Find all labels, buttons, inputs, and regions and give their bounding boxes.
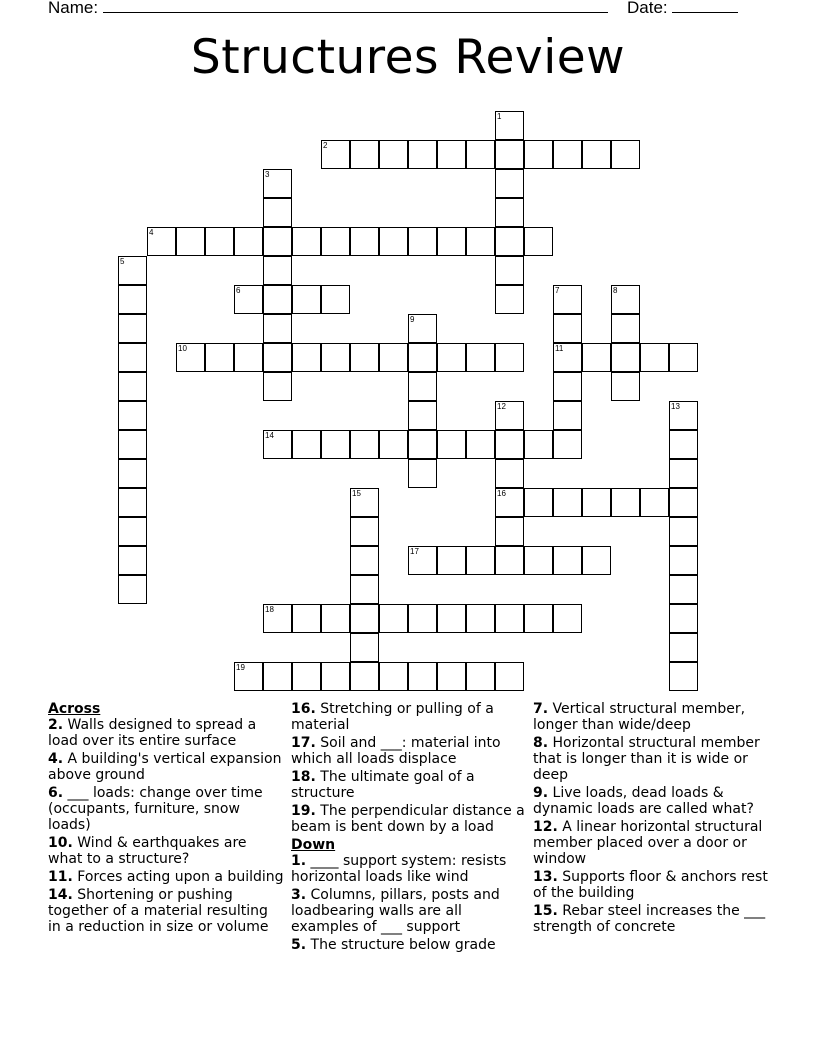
cell-number: 7 (555, 286, 560, 295)
cell-number: 8 (613, 286, 618, 295)
grid-cell[interactable] (292, 662, 321, 691)
clue-number: 11. (48, 869, 73, 885)
grid-cell[interactable] (524, 604, 553, 633)
grid-cell[interactable] (611, 285, 640, 314)
grid-cell[interactable] (321, 662, 350, 691)
clue-number: 10. (48, 835, 73, 851)
clue-number: 16. (291, 701, 316, 717)
grid-cell[interactable] (408, 430, 437, 459)
grid-cell[interactable] (263, 662, 292, 691)
grid-cell[interactable] (263, 372, 292, 401)
grid-cell[interactable] (408, 372, 437, 401)
grid-cell[interactable] (118, 459, 147, 488)
grid-cell[interactable] (176, 227, 205, 256)
grid-cell[interactable] (234, 343, 263, 372)
grid-cell[interactable] (553, 604, 582, 633)
grid-cell[interactable] (176, 343, 205, 372)
grid-cell[interactable] (350, 517, 379, 546)
grid-cell[interactable] (524, 227, 553, 256)
clue (48, 869, 284, 885)
grid-cell[interactable] (466, 140, 495, 169)
grid-cell[interactable] (495, 227, 524, 256)
grid-cell[interactable] (350, 430, 379, 459)
grid-cell[interactable] (466, 546, 495, 575)
grid-cell[interactable] (495, 111, 524, 140)
grid-cell[interactable] (669, 430, 698, 459)
clue-text: Vertical structural member, longer than wide/deep (533, 701, 746, 733)
clue-number: 2. (48, 717, 64, 733)
date-label: Date: (627, 0, 668, 17)
clue-text: ___ loads: change over time (occupants, furniture, snow loads) (48, 785, 263, 833)
grid-cell[interactable] (524, 430, 553, 459)
clue-number: 6. (48, 785, 64, 801)
grid-cell[interactable] (524, 140, 553, 169)
grid-cell[interactable] (495, 430, 524, 459)
clue (291, 735, 527, 767)
grid-cell[interactable] (350, 546, 379, 575)
clue-number: 15. (533, 903, 558, 919)
grid-cell[interactable] (582, 140, 611, 169)
clue-number: 18. (291, 769, 316, 785)
clue-number: 3. (291, 887, 307, 903)
grid-cell[interactable] (379, 343, 408, 372)
grid-cell[interactable] (234, 227, 263, 256)
clues-column-2 (291, 701, 527, 955)
grid-cell[interactable] (611, 488, 640, 517)
grid-cell[interactable] (495, 140, 524, 169)
grid-cell[interactable] (437, 546, 466, 575)
grid-cell[interactable] (466, 343, 495, 372)
grid-cell[interactable] (147, 227, 176, 256)
clue (291, 887, 527, 935)
grid-cell[interactable] (669, 343, 698, 372)
cell-number: 15 (352, 489, 361, 498)
grid-cell[interactable] (611, 372, 640, 401)
grid-cell[interactable] (553, 372, 582, 401)
grid-cell[interactable] (350, 604, 379, 633)
grid-cell[interactable] (466, 227, 495, 256)
name-label: Name: (48, 0, 99, 17)
grid-cell[interactable] (118, 372, 147, 401)
clue-number: 13. (533, 869, 558, 885)
grid-cell[interactable] (205, 227, 234, 256)
grid-cell[interactable] (350, 140, 379, 169)
grid-cell[interactable] (669, 517, 698, 546)
grid-cell[interactable] (118, 401, 147, 430)
clue (533, 819, 773, 867)
grid-cell[interactable] (408, 662, 437, 691)
grid-cell[interactable] (466, 430, 495, 459)
clue-section-heading: Down (291, 837, 336, 853)
grid-cell[interactable] (350, 575, 379, 604)
clue (48, 717, 284, 749)
grid-cell[interactable] (437, 662, 466, 691)
clue-text: A building's vertical expansion above ground (48, 751, 282, 783)
grid-cell[interactable] (553, 401, 582, 430)
grid-cell[interactable] (408, 314, 437, 343)
grid-cell[interactable] (495, 546, 524, 575)
grid-cell[interactable] (466, 604, 495, 633)
cell-number: 6 (236, 286, 241, 295)
grid-cell[interactable] (379, 604, 408, 633)
grid-cell[interactable] (495, 662, 524, 691)
grid-cell[interactable] (118, 314, 147, 343)
grid-cell[interactable] (408, 546, 437, 575)
clues-column-3 (533, 701, 773, 937)
cell-number: 9 (410, 315, 415, 324)
clue (48, 887, 284, 935)
clue-section-heading: Across (48, 701, 101, 717)
grid-cell[interactable] (553, 314, 582, 343)
grid-cell[interactable] (321, 285, 350, 314)
grid-cell[interactable] (495, 459, 524, 488)
grid-cell[interactable] (437, 430, 466, 459)
clue-text: The perpendicular distance a beam is bent down by a load (291, 803, 525, 835)
clue-text: The structure below grade (310, 937, 496, 953)
grid-cell[interactable] (321, 227, 350, 256)
grid-cell[interactable] (263, 314, 292, 343)
clue (533, 735, 773, 783)
clue-text: Horizontal structural member that is longer than it is wide or deep (533, 735, 760, 783)
grid-cell[interactable] (118, 575, 147, 604)
clue (533, 903, 773, 935)
grid-cell[interactable] (263, 343, 292, 372)
clue-text: Stretching or pulling of a material (291, 701, 494, 733)
grid-cell[interactable] (669, 459, 698, 488)
grid-cell[interactable] (263, 285, 292, 314)
grid-cell[interactable] (495, 517, 524, 546)
grid-cell[interactable] (118, 256, 147, 285)
cell-number: 10 (178, 344, 187, 353)
clue-number: 8. (533, 735, 549, 751)
grid-cell[interactable] (350, 227, 379, 256)
grid-cell[interactable] (437, 604, 466, 633)
grid-cell[interactable] (321, 430, 350, 459)
grid-cell[interactable] (495, 488, 524, 517)
grid-cell[interactable] (408, 343, 437, 372)
grid-cell[interactable] (582, 546, 611, 575)
grid-cell[interactable] (553, 140, 582, 169)
clue-number: 7. (533, 701, 549, 717)
clue-number: 1. (291, 853, 307, 869)
grid-cell[interactable] (263, 169, 292, 198)
grid-cell[interactable] (640, 343, 669, 372)
clues-column-1 (48, 701, 284, 937)
grid-cell[interactable] (118, 430, 147, 459)
grid-cell[interactable] (611, 314, 640, 343)
grid-cell[interactable] (379, 430, 408, 459)
grid-cell[interactable] (437, 343, 466, 372)
clue-text: Forces acting upon a building (77, 869, 284, 885)
cell-number: 1 (497, 112, 502, 121)
grid-cell[interactable] (118, 517, 147, 546)
clue-text: ____ support system: resists horizontal loads like wind (291, 853, 507, 885)
grid-cell[interactable] (350, 488, 379, 517)
grid-cell[interactable] (292, 227, 321, 256)
grid-cell[interactable] (321, 140, 350, 169)
grid-cell[interactable] (669, 604, 698, 633)
grid-cell[interactable] (495, 198, 524, 227)
grid-cell[interactable] (640, 488, 669, 517)
clue-text: Columns, pillars, posts and loadbearing walls are all examples of ___ support (291, 887, 500, 935)
clue (48, 835, 284, 867)
grid-cell[interactable] (234, 662, 263, 691)
clue (291, 853, 527, 885)
grid-cell[interactable] (669, 662, 698, 691)
grid-cell[interactable] (292, 430, 321, 459)
grid-cell[interactable] (495, 256, 524, 285)
grid-cell[interactable] (263, 256, 292, 285)
grid-cell[interactable] (350, 662, 379, 691)
grid-cell[interactable] (263, 430, 292, 459)
clue-text: Rebar steel increases the ___ strength of concrete (533, 903, 766, 935)
grid-cell[interactable] (408, 227, 437, 256)
grid-cell[interactable] (524, 488, 553, 517)
grid-cell[interactable] (495, 169, 524, 198)
grid-cell[interactable] (553, 343, 582, 372)
grid-cell[interactable] (205, 343, 234, 372)
grid-cell[interactable] (350, 633, 379, 662)
clue-number: 5. (291, 937, 307, 953)
grid-cell[interactable] (669, 575, 698, 604)
clue-text: A linear horizontal structural member placed over a door or window (533, 819, 763, 867)
grid-cell[interactable] (408, 401, 437, 430)
cell-number: 17 (410, 547, 419, 556)
grid-cell[interactable] (118, 546, 147, 575)
cell-number: 11 (555, 344, 564, 353)
page-title: Structures Review (190, 30, 626, 85)
clue (291, 701, 527, 733)
clue (291, 937, 527, 953)
grid-cell[interactable] (379, 227, 408, 256)
grid-cell[interactable] (263, 227, 292, 256)
grid-cell[interactable] (408, 604, 437, 633)
cell-number: 14 (265, 431, 274, 440)
grid-cell[interactable] (118, 285, 147, 314)
grid-cell[interactable] (408, 140, 437, 169)
grid-cell[interactable] (234, 285, 263, 314)
cell-number: 13 (671, 402, 680, 411)
grid-cell[interactable] (582, 488, 611, 517)
grid-cell[interactable] (553, 285, 582, 314)
grid-cell[interactable] (292, 604, 321, 633)
cell-number: 19 (236, 663, 245, 672)
clue-number: 12. (533, 819, 558, 835)
grid-cell[interactable] (466, 662, 495, 691)
clue (533, 785, 773, 817)
grid-cell[interactable] (495, 285, 524, 314)
cell-number: 3 (265, 170, 270, 179)
grid-cell[interactable] (669, 401, 698, 430)
clue (291, 769, 527, 801)
grid-cell[interactable] (669, 633, 698, 662)
clue (533, 869, 773, 901)
grid-cell[interactable] (611, 343, 640, 372)
grid-cell[interactable] (495, 604, 524, 633)
grid-cell[interactable] (582, 343, 611, 372)
clue-text: Supports floor & anchors rest of the building (533, 869, 768, 901)
clue-number: 9. (533, 785, 549, 801)
clue-number: 19. (291, 803, 316, 819)
clue (533, 701, 773, 733)
grid-cell[interactable] (437, 227, 466, 256)
grid-cell[interactable] (350, 343, 379, 372)
grid-cell[interactable] (495, 401, 524, 430)
clue-text: Live loads, dead loads & dynamic loads are called what? (533, 785, 754, 817)
clue-number: 4. (48, 751, 64, 767)
grid-cell[interactable] (321, 604, 350, 633)
cell-number: 16 (497, 489, 506, 498)
grid-cell[interactable] (379, 662, 408, 691)
clue-text: Wind & earthquakes are what to a structure? (48, 835, 247, 867)
clue-text: Walls designed to spread a load over its entire surface (48, 717, 257, 749)
grid-cell[interactable] (669, 488, 698, 517)
grid-cell[interactable] (263, 198, 292, 227)
clue-text: Soil and ___: material into which all loads displace (291, 735, 501, 767)
cell-number: 18 (265, 605, 274, 614)
clue-number: 14. (48, 887, 73, 903)
grid-cell[interactable] (495, 343, 524, 372)
grid-cell[interactable] (118, 343, 147, 372)
grid-cell[interactable] (437, 140, 466, 169)
clue-text: Shortening or pushing together of a material resulting in a reduction in size or volume (48, 887, 269, 935)
grid-cell[interactable] (263, 604, 292, 633)
clue (48, 785, 284, 833)
clue-number: 17. (291, 735, 316, 751)
grid-cell[interactable] (379, 140, 408, 169)
grid-cell[interactable] (669, 546, 698, 575)
grid-cell[interactable] (553, 430, 582, 459)
grid-cell[interactable] (118, 488, 147, 517)
grid-cell[interactable] (292, 285, 321, 314)
clue (48, 751, 284, 783)
grid-cell[interactable] (524, 546, 553, 575)
cell-number: 12 (497, 402, 506, 411)
grid-cell[interactable] (321, 343, 350, 372)
grid-cell[interactable] (292, 343, 321, 372)
clue-text: The ultimate goal of a structure (291, 769, 475, 801)
cell-number: 5 (120, 257, 125, 266)
cell-number: 2 (323, 141, 328, 150)
cell-number: 4 (149, 228, 154, 237)
grid-cell[interactable] (408, 459, 437, 488)
clue (291, 803, 527, 835)
grid-cell[interactable] (611, 140, 640, 169)
grid-cell[interactable] (553, 488, 582, 517)
grid-cell[interactable] (553, 546, 582, 575)
